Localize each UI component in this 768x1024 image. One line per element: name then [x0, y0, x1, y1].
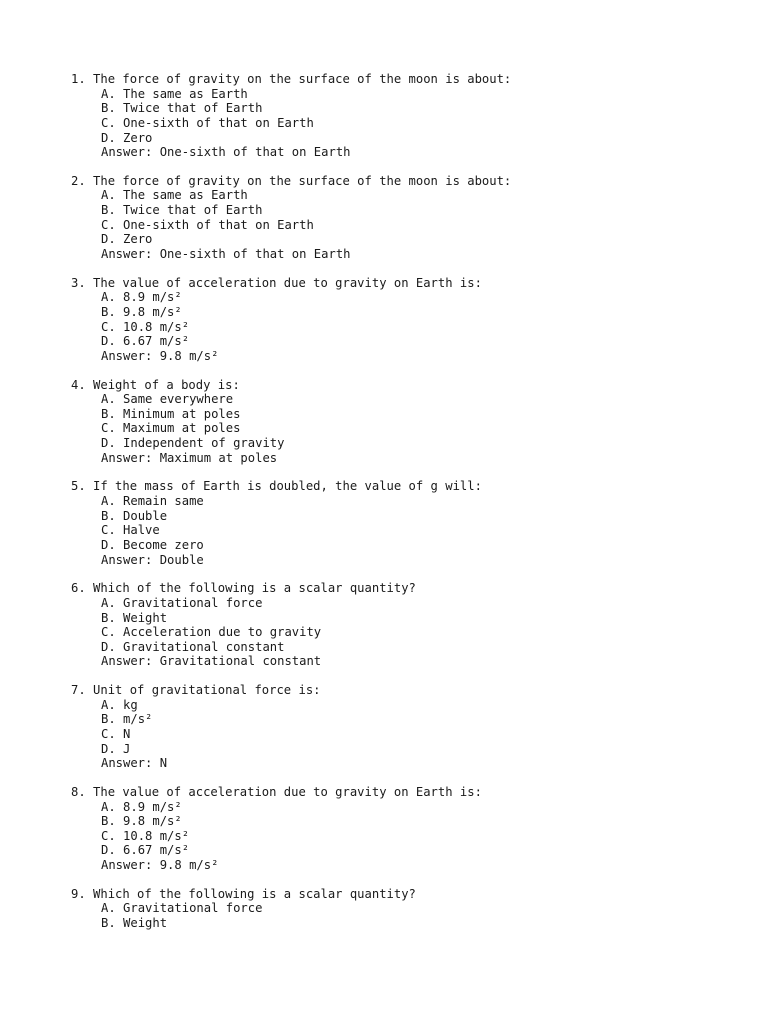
option-text: 8.9 m/s²	[123, 799, 182, 814]
option-line	[71, 320, 511, 335]
option-line	[71, 392, 511, 407]
question-number: 2.	[71, 173, 86, 188]
option-label: C.	[101, 625, 116, 640]
question-item	[71, 479, 511, 567]
option-label: C.	[101, 726, 116, 741]
answer-text: Gravitational constant	[159, 654, 322, 669]
question-line	[71, 378, 511, 393]
option-label: B.	[101, 508, 116, 523]
option-label: A.	[101, 697, 116, 712]
option-line	[71, 916, 511, 931]
option-line	[71, 596, 511, 611]
question-item	[71, 785, 511, 873]
option-line	[71, 625, 511, 640]
option-label: D.	[101, 741, 116, 756]
question-number: 8.	[71, 784, 86, 799]
question-line	[71, 276, 511, 291]
option-text: One-sixth of that on Earth	[123, 115, 314, 130]
option-label: D.	[101, 843, 116, 858]
option-text: m/s²	[123, 712, 153, 727]
option-line	[71, 131, 511, 146]
option-line	[71, 712, 511, 727]
option-line	[71, 232, 511, 247]
option-text: One-sixth of that on Earth	[123, 217, 314, 232]
option-text: 10.8 m/s²	[123, 319, 190, 334]
question-text: If the mass of Earth is doubled, the value of g will:	[93, 479, 482, 494]
option-line	[71, 436, 511, 451]
option-label: B.	[101, 203, 116, 218]
answer-label: Answer:	[101, 654, 153, 669]
option-line	[71, 640, 511, 655]
question-line	[71, 887, 511, 902]
question-line	[71, 174, 511, 189]
option-text: Double	[123, 508, 168, 523]
answer-text: Maximum at poles	[159, 450, 278, 465]
question-number: 4.	[71, 377, 86, 392]
option-line	[71, 698, 511, 713]
question-line	[71, 479, 511, 494]
option-label: A.	[101, 901, 116, 916]
option-line	[71, 305, 511, 320]
option-label: A.	[101, 392, 116, 407]
option-line	[71, 116, 511, 131]
answer-text: 9.8 m/s²	[159, 348, 219, 363]
option-label: A.	[101, 799, 116, 814]
option-line	[71, 188, 511, 203]
answer-text: 9.8 m/s²	[159, 858, 219, 873]
answer-label: Answer:	[101, 552, 153, 567]
option-line	[71, 611, 511, 626]
option-text: Twice that of Earth	[123, 203, 263, 218]
option-line	[71, 494, 511, 509]
option-text: The same as Earth	[123, 86, 248, 101]
option-label: C.	[101, 115, 116, 130]
answer-line	[71, 858, 511, 873]
option-label: D.	[101, 130, 116, 145]
option-line	[71, 742, 511, 757]
option-text: The same as Earth	[123, 188, 248, 203]
question-item	[71, 72, 511, 160]
option-label: B.	[101, 406, 116, 421]
option-text: Minimum at poles	[123, 406, 241, 421]
option-text: 6.67 m/s²	[123, 843, 190, 858]
option-label: C.	[101, 828, 116, 843]
question-item	[71, 378, 511, 466]
option-label: D.	[101, 537, 116, 552]
question-text: The force of gravity on the surface of the moon is about:	[93, 173, 512, 188]
option-line	[71, 407, 511, 422]
answer-text: One-sixth of that on Earth	[159, 247, 351, 262]
option-label: C.	[101, 217, 116, 232]
question-text: The force of gravity on the surface of the moon is about:	[93, 72, 512, 86]
answer-label: Answer:	[101, 247, 153, 262]
option-text: Same everywhere	[123, 392, 234, 407]
question-text: Weight of a body is:	[93, 377, 240, 392]
option-label: A.	[101, 290, 116, 305]
answer-line	[71, 349, 511, 364]
option-line	[71, 203, 511, 218]
option-line	[71, 727, 511, 742]
question-text: Which of the following is a scalar quantity?	[93, 886, 416, 901]
option-text: 9.8 m/s²	[123, 304, 182, 319]
option-text: Halve	[123, 523, 160, 538]
option-label: B.	[101, 610, 116, 625]
option-text: Twice that of Earth	[123, 101, 263, 116]
option-text: Gravitational constant	[123, 639, 285, 654]
option-text: 8.9 m/s²	[123, 290, 182, 305]
option-label: B.	[101, 916, 116, 931]
option-label: A.	[101, 494, 116, 509]
option-text: Become zero	[123, 537, 204, 552]
option-line	[71, 334, 511, 349]
option-line	[71, 87, 511, 102]
option-text: kg	[123, 697, 138, 712]
option-label: D.	[101, 639, 116, 654]
question-line	[71, 683, 511, 698]
question-number: 7.	[71, 683, 86, 698]
answer-line	[71, 553, 511, 568]
answer-text: N	[159, 756, 168, 771]
option-text: Weight	[123, 610, 168, 625]
option-text: 6.67 m/s²	[123, 334, 190, 349]
option-label: D.	[101, 436, 116, 451]
option-text: Gravitational force	[123, 901, 263, 916]
question-list	[71, 72, 511, 945]
option-line	[71, 829, 511, 844]
answer-text: Double	[159, 552, 204, 567]
option-text: Remain same	[123, 494, 204, 509]
question-item	[71, 887, 511, 931]
option-label: B.	[101, 304, 116, 319]
answer-label: Answer:	[101, 348, 153, 363]
question-number: 5.	[71, 479, 86, 494]
option-label: C.	[101, 421, 116, 436]
option-label: B.	[101, 814, 116, 829]
option-line	[71, 101, 511, 116]
answer-line	[71, 756, 511, 771]
question-item	[71, 581, 511, 669]
option-label: C.	[101, 523, 116, 538]
option-text: Acceleration due to gravity	[123, 625, 322, 640]
question-text: Unit of gravitational force is:	[93, 683, 321, 698]
option-text: Weight	[123, 916, 168, 931]
answer-line	[71, 247, 511, 262]
answer-line	[71, 451, 511, 466]
question-line	[71, 72, 511, 87]
answer-text: One-sixth of that on Earth	[159, 145, 351, 160]
option-label: A.	[101, 86, 116, 101]
option-text: J	[123, 741, 131, 756]
option-line	[71, 290, 511, 305]
question-number: 6.	[71, 581, 86, 596]
option-label: A.	[101, 595, 116, 610]
option-line	[71, 523, 511, 538]
option-text: Gravitational force	[123, 595, 263, 610]
answer-label: Answer:	[101, 450, 153, 465]
answer-label: Answer:	[101, 145, 153, 160]
question-number: 9.	[71, 886, 86, 901]
option-text: Zero	[123, 232, 153, 247]
option-text: Independent of gravity	[123, 436, 285, 451]
question-number: 1.	[71, 72, 86, 86]
option-text: N	[123, 726, 131, 741]
option-label: D.	[101, 334, 116, 349]
question-text: The value of acceleration due to gravity on Earth is:	[93, 784, 482, 799]
option-line	[71, 814, 511, 829]
question-item	[71, 683, 511, 771]
question-text: Which of the following is a scalar quantity?	[93, 581, 416, 596]
question-line	[71, 581, 511, 596]
question-text: The value of acceleration due to gravity on Earth is:	[93, 275, 482, 290]
question-line	[71, 785, 511, 800]
option-label: C.	[101, 319, 116, 334]
option-line	[71, 509, 511, 524]
option-text: Maximum at poles	[123, 421, 241, 436]
option-line	[71, 538, 511, 553]
option-label: D.	[101, 232, 116, 247]
option-line	[71, 800, 511, 815]
option-line	[71, 843, 511, 858]
question-item	[71, 276, 511, 364]
option-label: B.	[101, 712, 116, 727]
option-label: B.	[101, 101, 116, 116]
option-text: 9.8 m/s²	[123, 814, 182, 829]
option-line	[71, 218, 511, 233]
option-line	[71, 901, 511, 916]
question-item	[71, 174, 511, 262]
answer-line	[71, 654, 511, 669]
answer-label: Answer:	[101, 858, 153, 873]
option-text: Zero	[123, 130, 153, 145]
answer-label: Answer:	[101, 756, 153, 771]
answer-line	[71, 145, 511, 160]
question-number: 3.	[71, 275, 86, 290]
option-label: A.	[101, 188, 116, 203]
option-line	[71, 421, 511, 436]
option-text: 10.8 m/s²	[123, 828, 190, 843]
